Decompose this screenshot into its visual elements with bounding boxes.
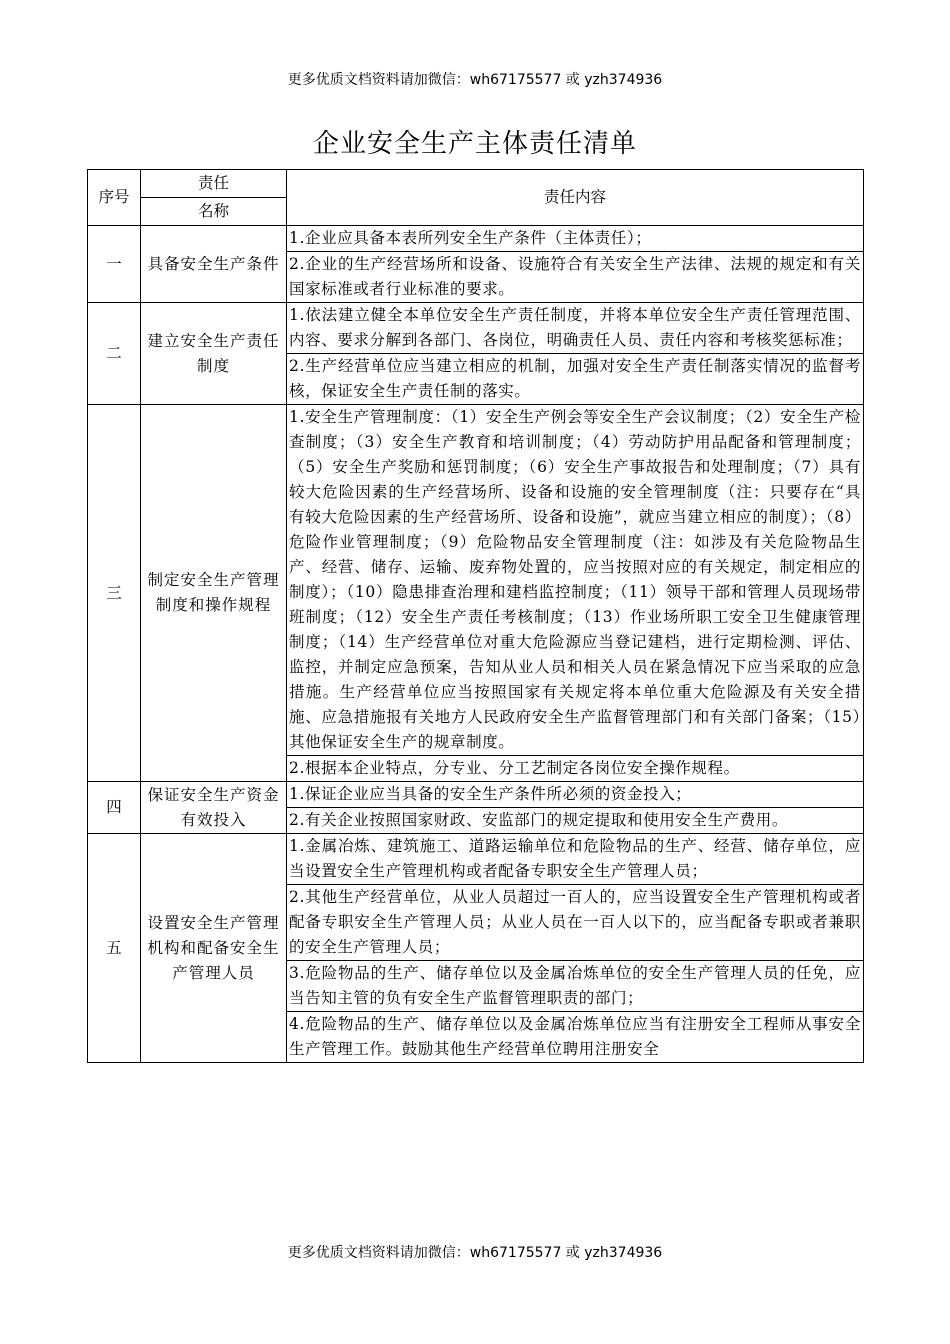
header-content: 责任内容	[287, 170, 864, 226]
table-row	[88, 405, 864, 756]
list-item: 2.生产经营单位应当建立相应的机制，加强对安全生产责任制落实情况的监督考核，保证安全生产责任制的落实。	[287, 354, 864, 405]
document-title: 企业安全生产主体责任清单	[312, 129, 637, 159]
section-number: 一	[88, 226, 141, 303]
table-row	[88, 303, 864, 354]
section-number: 五	[88, 834, 141, 1063]
section-name: 制定安全生产管理制度和操作规程	[141, 405, 287, 782]
list-item: 1.依法建立健全本单位安全生产责任制度，并将本单位安全生产责任管理范围、内容、要求分解到各部门、各岗位，明确责任人员、责任内容和考核奖惩标准；	[287, 303, 864, 354]
list-item: 2.企业的生产经营场所和设备、设施符合有关安全生产法律、法规的规定和有关国家标准或者行业标准的要求。	[287, 252, 864, 303]
list-item: 1.企业应具备本表所列安全生产条件（主体责任）；	[287, 226, 864, 252]
header-seq: 序号	[88, 170, 141, 226]
list-item: 4.危险物品的生产、储存单位以及金属冶炼单位应当有注册安全工程师从事安全生产管理工作。鼓励其他生产经营单位聘用注册安全	[287, 1012, 864, 1063]
list-item: 2.有关企业按照国家财政、安监部门的规定提取和使用安全生产费用。	[287, 808, 864, 834]
table-row	[88, 834, 864, 885]
section-name: 具备安全生产条件	[141, 226, 287, 303]
table-row	[88, 782, 864, 808]
section-name: 保证安全生产资金有效投入	[141, 782, 287, 834]
list-item: 1.保证企业应当具备的安全生产条件所必须的资金投入；	[287, 782, 864, 808]
footer-note: 更多优质文档资料请加微信：wh67175577 或 yzh374936	[287, 1245, 663, 1261]
list-item: 2.根据本企业特点，分专业、分工艺制定各岗位安全操作规程。	[287, 756, 864, 782]
responsibility-table	[87, 169, 864, 1063]
section-name: 建立安全生产责任制度	[141, 303, 287, 405]
list-item: 1.安全生产管理制度：（1）安全生产例会等安全生产会议制度；（2）安全生产检查制度；（3）安全生产教育和培训制度；（4）劳动防护用品配备和管理制度；（5）安全生产奖励和惩罚制度；（6）安全生产事故报告和处理制度；（7）具有较大危险因素的生产经营场所、设备和设施的安全管理制度（注：只要存在“具有较大危险因素的生产经营场所、设备和设施”，就应当建立相应的制度）；（8）危险作业管理制度；（9）危险物品安全管理制度（注：如涉及有关危险物品生产、经营、储存、运输、废弃物处置的，应当按照对应的有关规定，制定相应的制度）；（10）隐患排查治理和建档监控制度；（11）领导干部和管理人员现场带班制度；（12）安全生产责任考核制度；（13）作业场所职工安全卫生健康管理制度；（14）生产经营单位对重大危险源应当登记建档，进行定期检测、评估、监控，并制定应急预案，告知从业人员和相关人员在紧急情况下应当采取的应急措施。生产经营单位应当按照国家有关规定将本单位重大危险源及有关安全措施、应急措施报有关地方人民政府安全生产监督管理部门和有关部门备案；（15）其他保证安全生产的规章制度。	[287, 405, 864, 756]
section-name: 设置安全生产管理机构和配备安全生产管理人员	[141, 834, 287, 1063]
section-number: 二	[88, 303, 141, 405]
list-item: 2.其他生产经营单位，从业人员超过一百人的，应当设置安全生产管理机构或者配备专职安全生产管理人员；从业人员在一百人以下的，应当配备专职或者兼职的安全生产管理人员；	[287, 885, 864, 961]
header-note: 更多优质文档资料请加微信：wh67175577 或 yzh374936	[287, 72, 663, 88]
list-item: 1.金属冶炼、建筑施工、道路运输单位和危险物品的生产、经营、储存单位，应当设置安全生产管理机构或者配备专职安全生产管理人员；	[287, 834, 864, 885]
header-name-top: 责任	[141, 170, 287, 198]
list-item: 3.危险物品的生产、储存单位以及金属冶炼单位的安全生产管理人员的任免，应当告知主管的负有安全生产监督管理职责的部门；	[287, 961, 864, 1012]
header-name-bottom: 名称	[141, 198, 287, 226]
section-number: 三	[88, 405, 141, 782]
table-row	[88, 226, 864, 252]
section-number: 四	[88, 782, 141, 834]
